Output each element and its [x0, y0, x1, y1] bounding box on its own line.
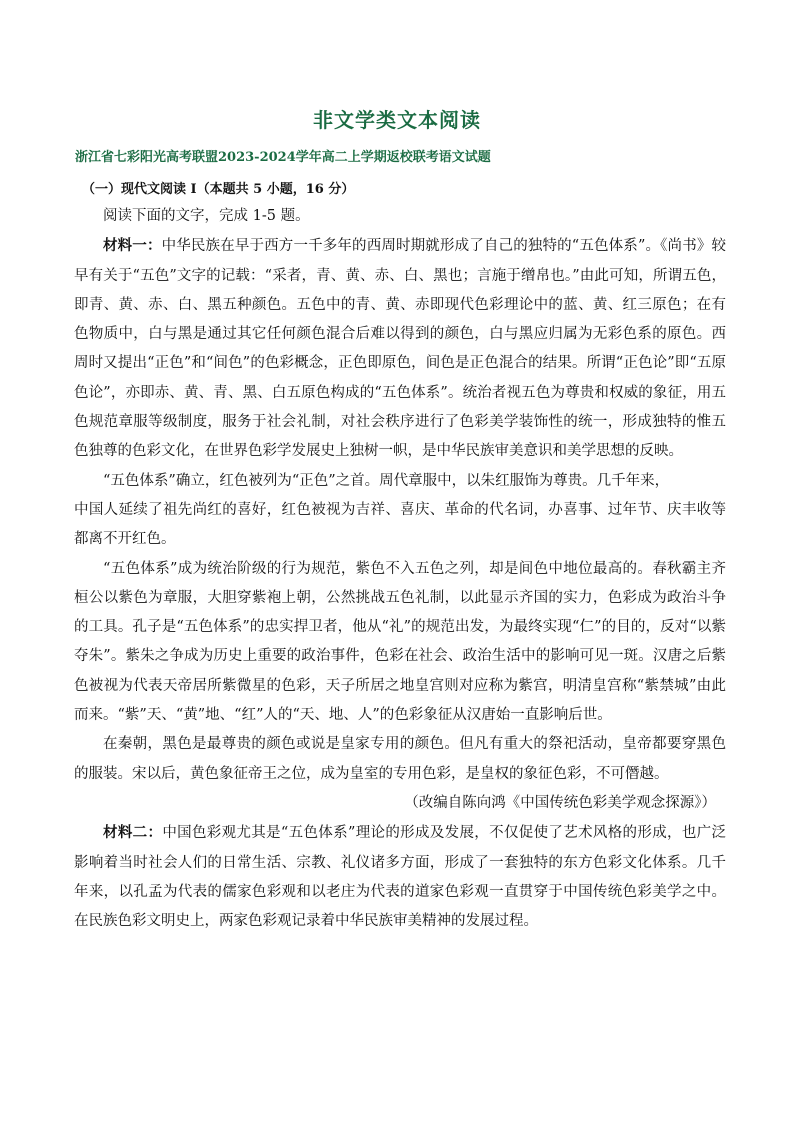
- material1-label: 材料一：: [103, 237, 162, 255]
- material2-p1-text: 中国色彩观尤其是“五色体系”理论的形成及发展，不仅促使了艺术风格的形成，也广泛影响着当时社会人们的日常生活、宗教、礼仪诸多方面，形成了一套独特的东方色彩文化体系。几千年来，以孔孟为代表的儒家色彩观和以老庄为代表的道家色彩观一直贯穿于中国传统色彩美学之中。在民族色彩文明史上，两家色彩观记录着中华民族审美精神的发展过程。: [74, 825, 727, 930]
- material1-paragraph-2: “五色体系”确立，红色被列为“正色”之首。周代章服中，以朱红服饰为尊贵。几千年来，: [103, 472, 670, 489]
- material1-paragraph-1: [74, 231, 726, 466]
- section-heading: （一）现代文阅读 I（本题共 5 小题，16 分）: [82, 182, 355, 197]
- page-title: 非文学类文本阅读: [313, 108, 481, 132]
- instruction-paragraph: 阅读下面的文字，完成 1-5 题。: [103, 208, 310, 224]
- material2-label: 材料二：: [103, 824, 163, 842]
- material1-paragraph-2-continued: 中国人延续了祖先尚红的喜好，红色被视为吉祥、喜庆、革命的代名词，办喜事、过年节、庆丰收等都离不开红色。: [74, 501, 726, 548]
- reading-passage: [74, 202, 726, 936]
- material1-paragraph-3: “五色体系”成为统治阶级的行为规范，紫色不入五色之列，却是间色中地位最高的。春秋霸主齐桓公以紫色为章服，大胆穿紫袍上朝，公然挑战五色礼制，以此显示齐国的实力，色彩成为政治斗争的工具。孔子是“五色体系”的忠实捍卫者，他从“礼”的规范出发，为最终实现“仁”的目的，反对“以紫夺朱”。紫朱之争成为历史上重要的政治事件，色彩在社会、政治生活中的影响可见一斑。汉唐之后紫色被视为代表天帝居所紫微星的色彩，天子所居之地皇宫则对应称为紫宫，明清皇宫称“紫禁城”由此而来。“紫”天、“黄”地、“红”人的“天、地、人”的色彩象征从汉唐始一直影响后世。: [74, 560, 726, 724]
- material1-source: （改编自陈向鸿《中国传统色彩美学观念探源》）: [404, 794, 716, 811]
- exam-source-title: 浙江省七彩阳光高考联盟2023-2024学年高二上学期返校联考语文试题: [75, 150, 491, 165]
- material1-p1-text: 中华民族在早于西方一千多年的西周时期就形成了自己的独特的“五色体系”。《尚书》较早有关于“五色”文字的记载：“采者，青、黄、赤、白、黑也；言施于缯帛也。”由此可知，所谓五色，即青、黄、赤、白、黑五种颜色。五色中的青、黄、赤即现代色彩理论中的蓝、黄、红三原色；在有色物质中，白与黑是通过其它任何颜色混合后难以得到的颜色，白与黑应归属为无彩色系的原色。西周时又提出“正色”和“间色”的色彩概念，正色即原色，间色是正色混合的结果。所谓“正色论”即“五原色论”，亦即赤、黄、青、黑、白五原色构成的“五色体系”。统治者视五色为尊贵和权威的象征，用五色规范章服等级制度，服务于社会礼制，对社会秩序进行了色彩美学装饰性的统一，形成独特的惟五色独尊的色彩文化，在世界色彩学发展史上独树一帜，是中华民族审美意识和美学思想的反映。: [74, 238, 727, 460]
- material2-paragraph-1: [74, 818, 726, 936]
- material1-paragraph-4: 在秦朝，黑色是最尊贵的颜色或说是皇家专用的颜色。但凡有重大的祭祀活动，皇帝都要穿黑色的服装。宋以后，黄色象征帝王之位，成为皇室的专用色彩，是皇权的象征色彩，不可僭越。: [74, 736, 726, 782]
